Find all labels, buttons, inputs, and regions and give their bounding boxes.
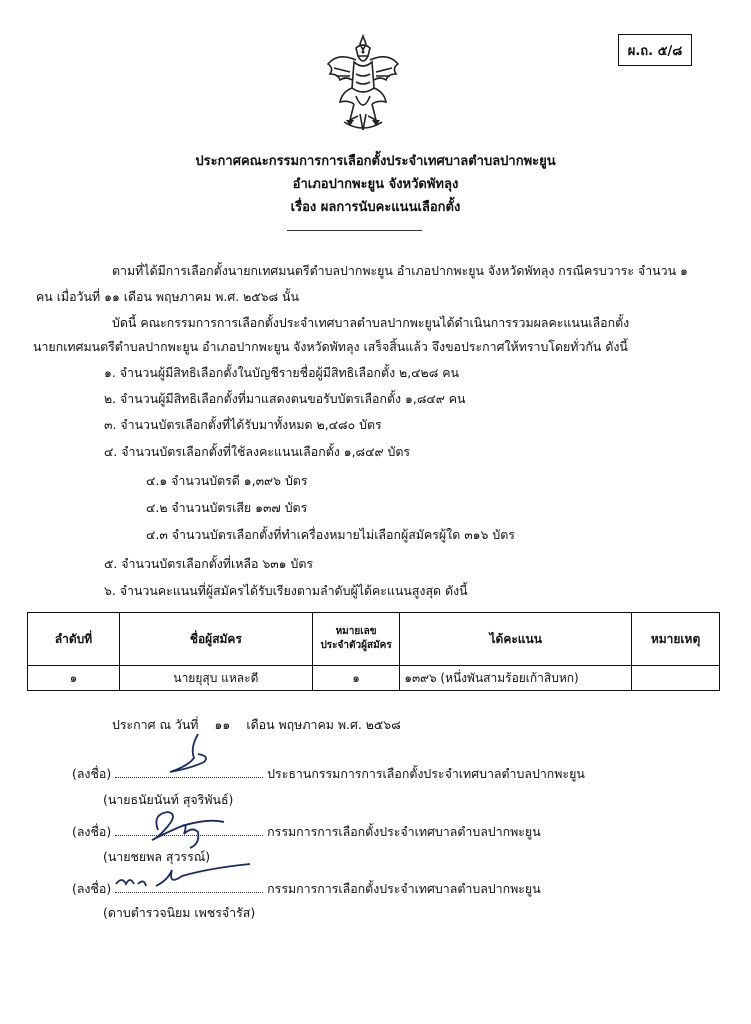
signature-prefix: (ลงชื่อ) bbox=[72, 881, 112, 896]
signer-name-1: (นายธนัยนันท์ สุจริพันธ์) bbox=[103, 792, 234, 807]
list-item-4-3: ๔.๓ จำนวนบัตรเลือกตั้งที่ทำเครื่องหมายไม่เลือกผู้สมัครผู้ใด ๓๑๖ บัตร bbox=[146, 527, 515, 542]
list-item-4-1: ๔.๑ จำนวนบัตรดี ๑,๓๙๖ บัตร bbox=[146, 473, 308, 488]
signature-prefix: (ลงชื่อ) bbox=[72, 766, 112, 781]
header-candidate-name: ชื่อผู้สมัคร bbox=[119, 613, 312, 666]
paragraph-2-line-2: นายกเทศมนตรีตำบลปากพะยูน อำเภอปากพะยูน จังหวัดพัทลุง เสร็จสิ้นแล้ว จึงขอประกาศให้ทราบโดยทั่วกัน ดังนี้ bbox=[33, 339, 628, 354]
header-rank: ลำดับที่ bbox=[28, 613, 120, 666]
handwritten-signature-1 bbox=[158, 728, 238, 778]
list-item-5: ๕. จำนวนบัตรเลือกตั้งที่เหลือ ๖๓๑ บัตร bbox=[104, 556, 314, 571]
form-code-box: ผ.ถ. ๕/๘ bbox=[618, 34, 692, 66]
header-candidate-number bbox=[312, 613, 400, 666]
announce-label: ประกาศ ณ วันที่ bbox=[112, 717, 199, 732]
handwritten-signature-3 bbox=[110, 856, 260, 896]
cell-votes: ๑๓๙๖ (หนึ่งพันสามร้อยเก้าสิบหก) bbox=[400, 666, 632, 691]
header-number-line-1: หมายเลข bbox=[335, 626, 377, 637]
table-header-row bbox=[28, 613, 720, 666]
signature-position: กรรมการการเลือกตั้งประจำเทศบาลตำบลปากพะยูน bbox=[267, 881, 541, 896]
handwritten-signature-2 bbox=[138, 804, 238, 854]
list-item-1: ๑. จำนวนผู้มีสิทธิเลือกตั้งในบัญชีรายชื่อผู้มีสิทธิเลือกตั้ง ๒,๔๒๘ คน bbox=[104, 365, 459, 380]
header-note: หมายเหตุ bbox=[632, 613, 720, 666]
cell-rank: ๑ bbox=[28, 666, 120, 691]
list-item-3: ๓. จำนวนบัตรเลือกตั้งที่ได้รับมาทั้งหมด ๒,๔๘๐ บัตร bbox=[104, 417, 382, 432]
signature-position: ประธานกรรมการการเลือกตั้งประจำเทศบาลตำบลปากพะยูน bbox=[267, 766, 585, 781]
paragraph-1-line-2: คน เมื่อวันที่ ๑๑ เดือน พฤษภาคม พ.ศ. ๒๕๖๘ นั้น bbox=[36, 289, 299, 304]
heading-subject: เรื่อง ผลการนับคะแนนเลือกตั้ง bbox=[290, 200, 461, 215]
header-votes: ได้คะแนน bbox=[400, 613, 632, 666]
list-item-4-2: ๔.๒ จำนวนบัตรเสีย ๑๓๗ บัตร bbox=[146, 500, 308, 515]
signer-name-3: (ดาบตำรวจนิยม เพชรจำรัส) bbox=[103, 905, 256, 920]
list-item-4: ๔. จำนวนบัตรเลือกตั้งที่ใช้ลงคะแนนเลือกตั้ง ๑,๘๔๙ บัตร bbox=[104, 444, 411, 459]
cell-candidate-name: นายยุสุบ แหละดี bbox=[119, 666, 312, 691]
garuda-emblem-icon bbox=[320, 30, 406, 138]
cell-note bbox=[632, 666, 720, 691]
signer-name-2: (นายชยพล สุวรรณ์) bbox=[103, 849, 211, 864]
list-item-2: ๒. จำนวนผู้มีสิทธิเลือกตั้งที่มาแสดงตนขอรับบัตรเลือกตั้ง ๑,๘๔๙ คน bbox=[104, 391, 466, 406]
signature-line-1 bbox=[72, 765, 585, 784]
signature-position: กรรมการการเลือกตั้งประจำเทศบาลตำบลปากพะยูน bbox=[267, 824, 541, 839]
heading-divider bbox=[287, 230, 422, 231]
paragraph-2-line-1: บัดนี้ คณะกรรมการการเลือกตั้งประจำเทศบาลตำบลปากพะยูนได้ดำเนินการรวมผลคะแนนเลือกตั้ง bbox=[112, 315, 630, 330]
header-number-line-2: ประจำตัวผู้สมัคร bbox=[320, 640, 392, 651]
heading-district: อำเภอปากพะยูน จังหวัดพัทลุง bbox=[292, 177, 459, 192]
announce-date bbox=[112, 716, 401, 735]
paragraph-1-line-1: ตามที่ได้มีการเลือกตั้งนายกเทศมนตรีตำบลปากพะยูน อำเภอปากพะยูน จังหวัดพัทลุง กรณีครบวาระ จำนวน ๑ bbox=[112, 263, 688, 278]
heading-title: ประกาศคณะกรรมการการเลือกตั้งประจำเทศบาลตำบลปากพะยูน bbox=[195, 154, 556, 169]
cell-candidate-number: ๑ bbox=[312, 666, 400, 691]
signature-prefix: (ลงชื่อ) bbox=[72, 824, 112, 839]
list-item-6: ๖. จำนวนคะแนนที่ผู้สมัครได้รับเรียงตามลำดับผู้ได้คะแนนสูงสุด ดังนี้ bbox=[104, 583, 468, 598]
table-row bbox=[28, 666, 720, 691]
announce-month-year: เดือน พฤษภาคม พ.ศ. ๒๕๖๘ bbox=[246, 717, 401, 732]
announce-day: ๑๑ bbox=[214, 717, 231, 732]
results-table bbox=[27, 612, 720, 691]
